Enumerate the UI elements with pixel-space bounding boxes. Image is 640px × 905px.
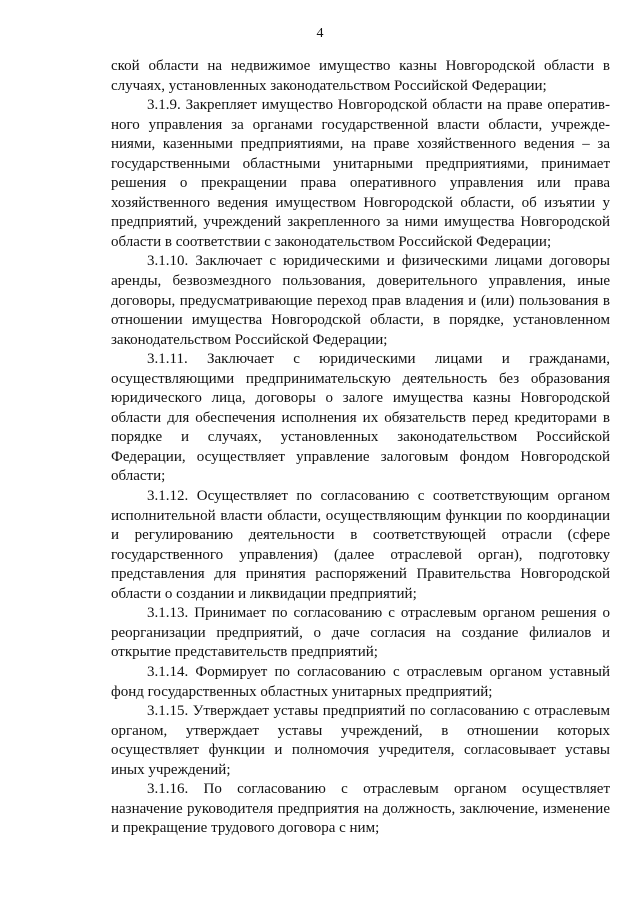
paragraph-3-1-13: 3.1.13. Принимает по согласованию с отраслевым органом решения о реорганизации предприятий, о даче согласия на создание филиалов и открытие представительств предприятий; [111,605,610,661]
page-number: 4 [316,26,324,41]
paragraph-3-1-12: 3.1.12. Осуществляет по согласованию с соответствующим органом исполнительной власти области, осуществляющим функции по координации и регулированию деятельности в соответствующей отрасли (сфере государственного управления) (далее отраслевой орган), подготовку представления для принятия распоряжений Правительства Новгородской области о создании и ликвидации предприятий; [111,488,610,602]
paragraph-continuation: ской области на недвижимое имущество казны Новгородской области в случаях, установленных законодательством Российской Федерации; [111,58,610,94]
paragraph-3-1-9: 3.1.9. Закрепляет имущество Новгородской области на праве оперативного управления за органами государственной власти области, учреждениями, казенными предприятиями, на праве хозяйственного ведения – за государственными областными унитарными предприятиями, принимает решения о прекращении права оперативного управления или права хозяйственного ведения имуществом Новгородской области, об изъятии у предприятий, учреждений закрепленного за ними имущества Новгородской области в соответствии с законодательством Российской Федерации; [111,97,610,250]
paragraph-3-1-16: 3.1.16. По согласованию с отраслевым органом осуществляет назначение руководителя предприятия на должность, заключение, изменение и прекращение трудового договора с ним; [111,781,610,837]
document-body [111,57,610,839]
paragraph-3-1-11: 3.1.11. Заключает с юридическими лицами и гражданами, осуществляющими предпринимательскую деятельность без образования юридического лица, договоры о залоге имущества казны Новгородской области для обеспечения исполнения их обязательств перед кредиторами в порядке и случаях, установленных законодательством Российской Федерации, осуществляет управление залоговым фондом Новгородской области; [111,351,610,485]
paragraph-3-1-14: 3.1.14. Формирует по согласованию с отраслевым органом уставный фонд государственных областных унитарных предприятий; [111,663,610,700]
paragraph-3-1-15: 3.1.15. Утверждает уставы предприятий по согласованию с отраслевым органом, утверждает уставы учреждений, в отношении которых осуществляет функции и полномочия учредителя, согласовывает уставы иных учреждений; [111,703,610,778]
paragraph-3-1-10: 3.1.10. Заключает с юридическими и физическими лицами договоры аренды, безвозмездного пользования, доверительного управления, иные договоры, предусматривающие переход прав владения и (или) пользования в отношении имущества Новгородской области, в порядке, установленном законодательством Российской Федерации; [111,253,610,348]
